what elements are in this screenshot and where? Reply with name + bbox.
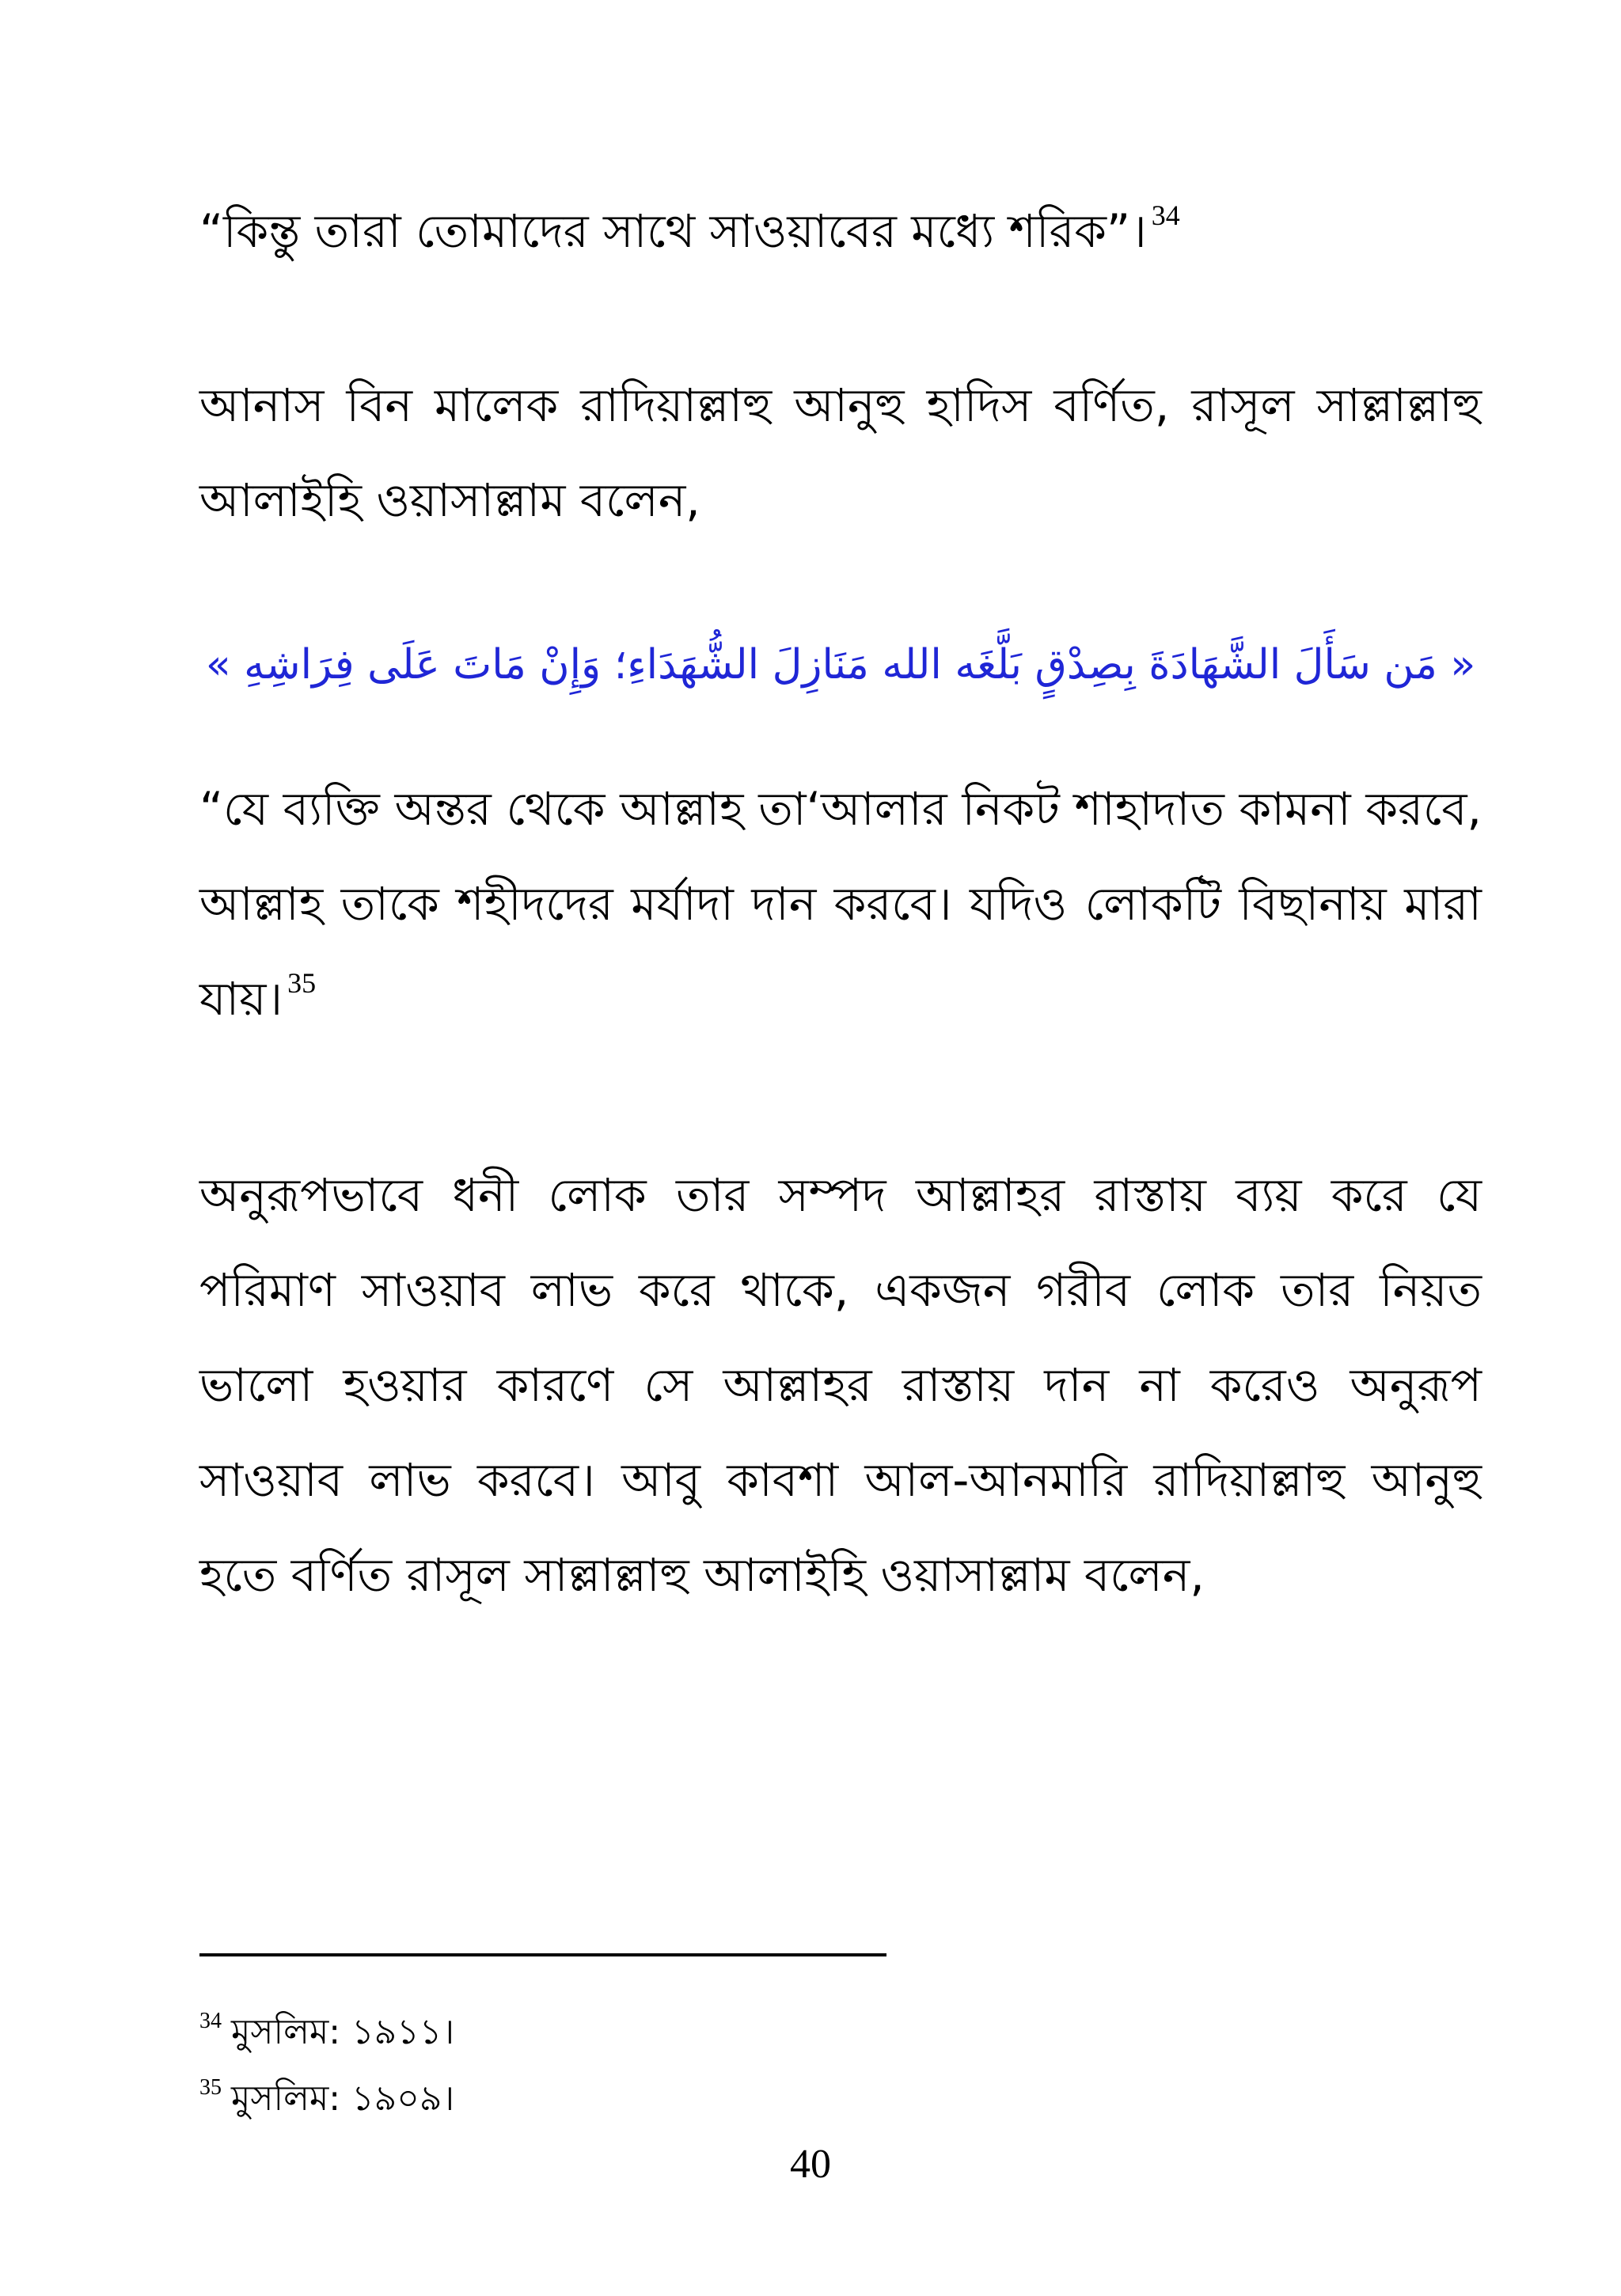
footnote-text: মুসলিম: ১৯১১। bbox=[231, 2012, 455, 2052]
footnote-ref-34: 34 bbox=[1151, 199, 1180, 231]
explanation-paragraph: অনুরূপভাবে ধনী লোক তার সম্পদ আল্লাহর রাস্তায় ব্যয় করে যে পরিমাণ সাওয়াব লাভ করে থাকে, একজন গরীব লোক তার নিয়ত ভালো হওয়ার কারণে সে আল্লাহর রাস্তায় দান না করেও অনুরূপ সাওয়াব লাভ করবে। আবু কাবশা আল-আনমারি রাদিয়াল্লাহু আনুহু হতে বর্ণিত রাসূল সাল্লাল্লাহু আলাইহি ওয়াসাল্লাম বলেন, bbox=[199, 1168, 1482, 1602]
anas-intro-paragraph: আনাস বিন মালেক রাদিয়াল্লাহু আনুহু হাদিস বর্ণিত, রাসূল সাল্লাল্লাহু আলাইহি ওয়াসাল্লাম বলেন, bbox=[199, 378, 1482, 527]
footnote-text: মুসলিম: ১৯০৯। bbox=[231, 2078, 455, 2119]
translation-text: “যে ব্যক্তি অন্তর থেকে আল্লাহ তা‘আলার নিকট শাহাদাত কামনা করবে, আল্লাহ তাকে শহীদদের মর্যাদা দান করবে। যদিও লোকটি বিছানায় মারা যায়। bbox=[199, 782, 1482, 1026]
footnote-34 bbox=[199, 2005, 454, 2060]
footnote-number: 34 bbox=[199, 2009, 222, 2033]
quote-paragraph bbox=[199, 184, 1482, 279]
page-number: 40 bbox=[790, 2142, 831, 2187]
footnote-divider bbox=[199, 1953, 886, 1956]
footnote-35 bbox=[199, 2071, 454, 2127]
quote-text: “কিন্তু তারা তোমাদের সাথে সাওয়াবের মধ্যে শরিক”। bbox=[199, 204, 1147, 258]
arabic-hadith: « مَن سَأَلَ الشَّهَادَةَ بِصِدْقٍ بَلَّغَه الله مَنَازِلَ الشُّهَدَاءِ؛ وَإِنْ مَاتَ عَلَى فِرَاشِهِ » bbox=[205, 641, 1476, 689]
translation-paragraph bbox=[199, 761, 1482, 1046]
footnote-number: 35 bbox=[199, 2075, 222, 2100]
footnote-ref-35: 35 bbox=[287, 967, 317, 999]
